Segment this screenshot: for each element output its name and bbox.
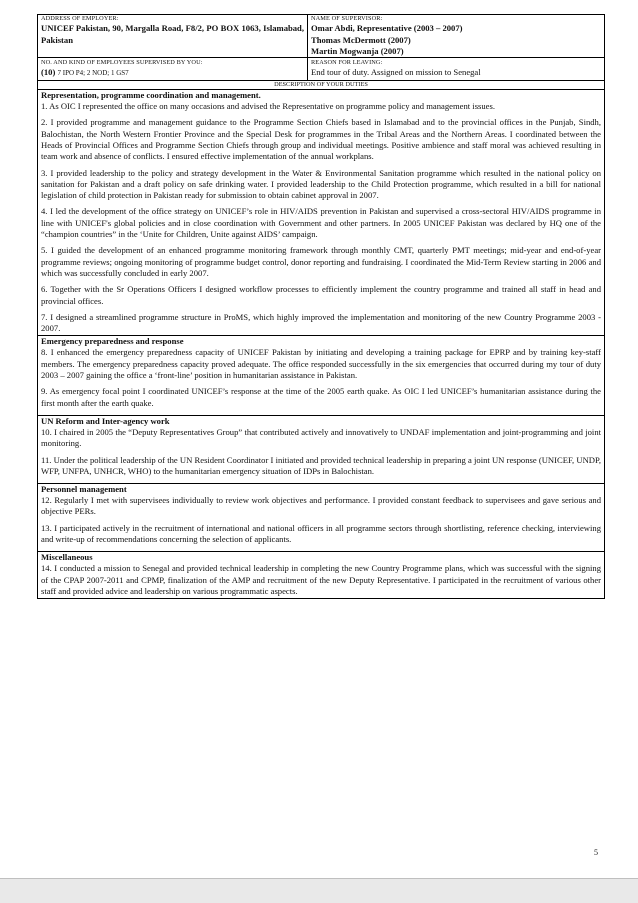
supervisor-line: Martin Mogwanja (2007) [311, 45, 404, 56]
employer-cell [38, 15, 308, 57]
section-representation [38, 90, 604, 336]
duty-paragraph: 10. I chaired in 2005 the “Deputy Representatives Group” that contributed actively and innovatively to UNDAF implementation and joint-programming and joint monitoring. [41, 426, 601, 449]
supervisor-line: Thomas McDermott (2007) [311, 34, 411, 45]
section-title: Representation, programme coordination and management. [41, 90, 261, 101]
employees-count: (10) [41, 67, 56, 78]
employment-record-table [37, 14, 605, 599]
employees-detail: 7 IPO P4; 2 NOD; 1 GS7 [57, 69, 129, 78]
duty-paragraph: 8. I enhanced the emergency preparedness capacity of UNICEF Pakistan by initiating and developing a training package for EPRP and by training key-staff members. The emergency preparedness capacity proved adequate. The office responded successfully in the six emergencies that occurred during my tour of duty 2003 – 2007 gaining the office a ‘front-line’ position in humanitarian assistance in Pakistan. [41, 347, 601, 381]
section-emergency [38, 336, 604, 415]
duty-paragraph: 9. As emergency focal point I coordinated UNICEF’s response at the time of the 2005 earth quake. As OIC I led UNICEF’s humanitarian assistance during the first month after the earth quake. [41, 386, 601, 408]
duty-paragraph: 3. I provided leadership to the policy and strategy development in the Water & Environmental Sanitation programme which resulted in the national policy on sanitation for Pakistan and a draft policy on safe drinking water. I provided leadership to the Child Protection programme, which resulted in a bill for national legislation of child protection in Pakistan ready for submission to obtain cabinet approval in 2007. [41, 167, 601, 201]
leaving-text: End tour of duty. Assigned on mission to Senegal [311, 67, 481, 78]
section-miscellaneous [38, 552, 604, 598]
supervisor-line: Omar Abdi, Representative (2003 – 2007) [311, 23, 463, 34]
duty-paragraph: 7. I designed a streamlined programme structure in ProMS, which highly improved the implementation and monitoring of the new Country Programme 2003 - 2007. [41, 311, 601, 334]
employer-row [38, 15, 604, 58]
duty-paragraph: 2. I provided programme and management guidance to the Programme Section Chiefs based in Islamabad and to the provincial offices in the Punjab, Sindh, Balochistan, the North Western Frontier Province and the Special Desk for programmes in the Tribal Areas and the Northern Areas. I coordinated between the Heads of Provincial Offices and Programme Section Chiefs through group and individual meetings. Positive ambience and staff moral was achieved resulting in team work and absence of conflicts. I ensured effective implementation of the annual workplans. [41, 117, 601, 162]
employees-row [38, 58, 604, 81]
section-title: Emergency preparedness and response [41, 336, 184, 347]
employees-value [41, 67, 304, 79]
duty-paragraph: 6. Together with the Sr Operations Officers I designed workflow processes to efficiently implement the country programme and trained all staff in head and provincial offices. [41, 284, 601, 306]
section-personnel [38, 484, 604, 552]
supervisor-label: NAME OF SUPERVISOR: [311, 15, 383, 22]
section-title: UN Reform and Inter-agency work [41, 415, 170, 426]
duty-paragraph: 4. I led the development of the office strategy on UNICEF’s role in HIV/AIDS prevention in Pakistan and supervised a cross-sectoral HIV/AIDS programme in line with UNICEF's global policies and in close coordination with Government and other partners. In 2005 UNICEF Pakistan was declared by HQ one of the “champion countries” in the ‘Unite for Children, Unite against AIDS’ campaign. [41, 206, 601, 240]
page-divider [0, 878, 638, 879]
leaving-cell [308, 58, 604, 80]
duty-paragraph: 13. I participated actively in the recruitment of international and national officers in all programme sectors through shortlisting, reference checking, interviewing and write-up of recommendations concerning the selection of applicants. [41, 522, 601, 544]
employees-label: NO. AND KIND OF EMPLOYEES SUPERVISED BY YOU: [41, 59, 203, 67]
duty-paragraph: 12. Regularly I met with supervisees individually to review work objectives and performance. I provided constant feedback to supervisees and gave serious and objective PERs. [41, 495, 601, 517]
duty-paragraph: 11. Under the political leadership of the UN Resident Coordinator I initiated and provided technical leadership in preparing a joint UN response (UNICEF, UNDP, WFP, UNFPA, UNHCR, WHO) to the humanitarian emergency situation of IDPs in Balochistan. [41, 454, 601, 476]
section-un-reform [38, 416, 604, 484]
employer-address: UNICEF Pakistan, 90, Margalla Road, F8/2, PO BOX 1063, Islamabad, Pakistan [41, 23, 304, 45]
section-title: Personnel management [41, 484, 127, 495]
duty-paragraph: 14. I conducted a mission to Senegal and provided technical leadership in completing the new Country Programme plans, which was successful with the signing of the CPAP 2007-2011 and CPMP, finalization of the AMP and recruitment of the new Deputy Representative. I participated in the recruitment of various other staff and provided advice and leadership on various programmatic aspects. [41, 563, 601, 596]
leaving-label: REASON FOR LEAVING: [311, 59, 383, 67]
employees-cell [38, 58, 308, 80]
employer-label: ADDRESS OF EMPLOYER: [41, 15, 119, 22]
duties-heading: DESCRIPTION OF YOUR DUTIES [38, 81, 604, 91]
section-title: Miscellaneous [41, 552, 93, 563]
page-number: 5 [594, 848, 598, 857]
duty-paragraph: 1. As OIC I represented the office on many occasions and advised the Representative on programme policy and management issues. [41, 101, 495, 112]
supervisor-cell [308, 15, 604, 57]
duty-paragraph: 5. I guided the development of an enhanced programme monitoring framework through monthly CMT, quarterly PMT meetings; mid-year and end-of-year programme reviews; ongoing monitoring of programme budget control, donor reporting and fundraising. I coordinated the Mid-Term Review starting in 2006 and which was successfully concluded in early 2007. [41, 245, 601, 278]
